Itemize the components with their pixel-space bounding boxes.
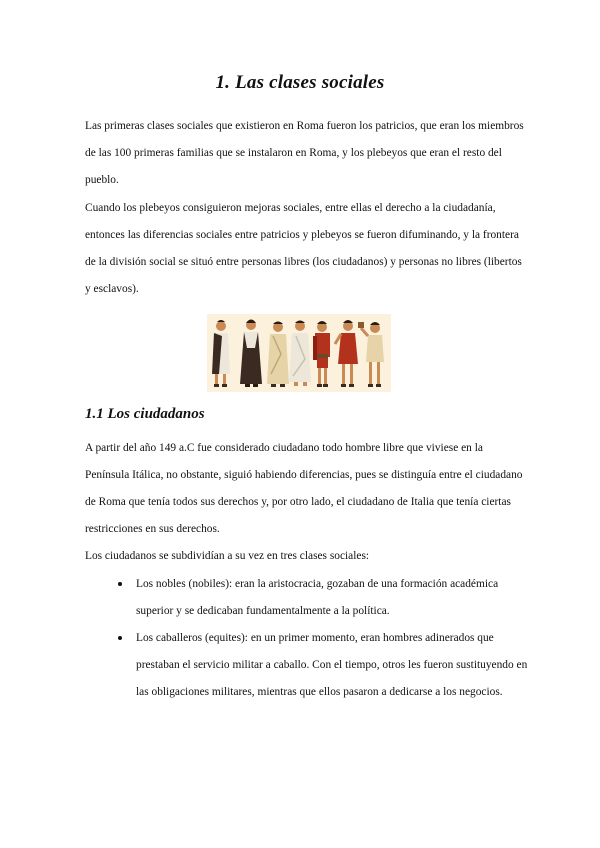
list-item	[118, 625, 528, 706]
figure-patrician	[212, 320, 230, 387]
figure-slave	[358, 322, 384, 387]
page-title: 1. Las clases sociales	[215, 72, 385, 93]
roman-figures-illustration	[207, 314, 391, 392]
section-paragraph-1: A partir del año 149 a.C fue considerado ciudadano todo hombre libre que viviese en la Península Itálica, no obstante, siguió habiendo diferencias, pues se distinguía entre el ciudadano de Roma que tenía todos sus derechos y, por otro lado, el ciudadano de Italia que tenía ciertas restricciones en sus derechos.	[85, 442, 523, 535]
figure-citizen	[289, 321, 311, 387]
intro-paragraph-1: Las primeras clases sociales que existieron en Roma fueron los patricios, que eran los miembros de las 100 primeras familias que se instalaron en Roma, y los plebeyos que eran el resto del pueblo.	[85, 120, 524, 186]
bullet-icon	[118, 582, 122, 586]
figure-matron	[240, 320, 262, 388]
social-classes-list	[118, 571, 528, 706]
intro-paragraph-2: Cuando los plebeyos consiguieron mejoras sociales, entre ellas el derecho a la ciudadanía, entonces las diferencias sociales entre patricios y plebeyos se fueron difuminando, y la frontera de la división social se situó entre personas libres (los ciudadanos) y personas no libres (libertos y esclavos).	[85, 202, 522, 295]
list-item-text: Los nobles (nobiles): eran la aristocracia, gozaban de una formación académica superior y se dedicaban fundamentalmente a la política.	[136, 578, 499, 617]
list-item-text: Los caballeros (equites): en un primer momento, eran hombres adinerados que prestaban el servicio militar a caballo. Con el tiempo, otros les fueron sustituyendo en las obligaciones militares, mientras que ellos pasaron a dedicarse a los negocios.	[136, 632, 528, 698]
section-paragraph-2: Los ciudadanos se subdividían a su vez en tres clases sociales:	[85, 550, 370, 562]
figure-soldier	[313, 321, 330, 387]
section-heading: 1.1 Los ciudadanos	[85, 406, 205, 422]
list-item	[118, 571, 528, 625]
figure-senator	[267, 322, 289, 388]
bullet-icon	[118, 636, 122, 640]
figure-freedman	[335, 320, 358, 387]
